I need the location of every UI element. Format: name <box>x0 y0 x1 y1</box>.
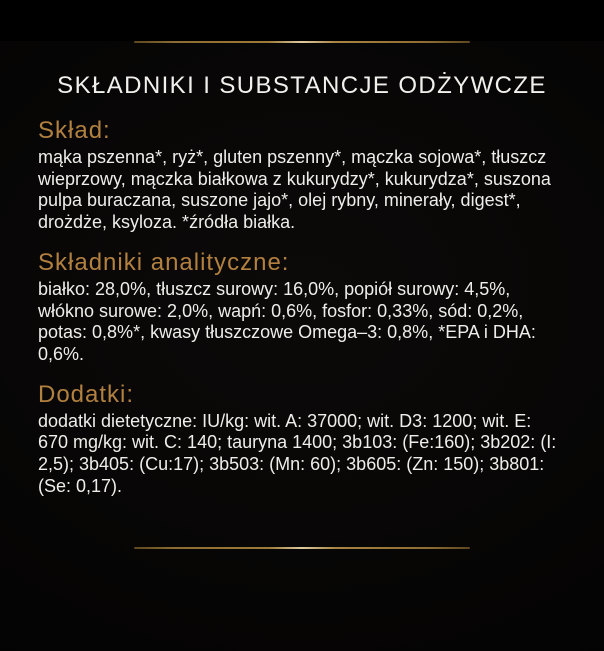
nutrition-info-panel <box>0 41 604 651</box>
section-analytical-constituents <box>38 250 566 366</box>
gold-divider-top <box>134 41 470 43</box>
section-heading-ingredients: Skład: <box>38 117 111 144</box>
section-heading-additives: Dodatki: <box>38 380 135 408</box>
section-heading-analytical-constituents: Składniki analityczne: <box>38 248 290 276</box>
section-body-ingredients: mąka pszenna*, ryż*, gluten pszenny*, mączka sojowa*, tłuszcz wieprzowy, mączka białkowa z kukurydzy*, kukurydza*, suszona pulpa buraczana, suszone jajo*, olej rybny, minerały, digest*, drożdże, ksyloza. *źródła białka. <box>38 147 551 233</box>
gold-divider-bottom <box>134 547 470 549</box>
section-ingredients <box>38 118 566 234</box>
section-additives <box>38 382 566 498</box>
section-body-additives: dodatki dietetyczne: IU/kg: wit. A: 37000; wit. D3: 1200; wit. E: 670 mg/kg: wit. C: 140; tauryna 1400; 3b103: (Fe:160); 3b202: (I: 2,5); 3b405: (Cu:17); 3b503: (Mn: 60); 3b605: (Zn: 150); 3b801: (Se: 0,17). <box>38 410 557 496</box>
section-body-analytical-constituents: białko: 28,0%, tłuszcz surowy: 16,0%, popiół surowy: 4,5%, włókno surowe: 2,0%, wapń: 0,6%, fosfor: 0,33%, sód: 0,2%, potas: 0,8%*, kwasy tłuszczowe Omega–3: 0,8%, *EPA i DHA: 0,6%. <box>38 278 536 364</box>
content-area <box>0 118 604 497</box>
page-title: SKŁADNIKI I SUBSTANCJE ODŻYWCZE <box>57 72 547 99</box>
